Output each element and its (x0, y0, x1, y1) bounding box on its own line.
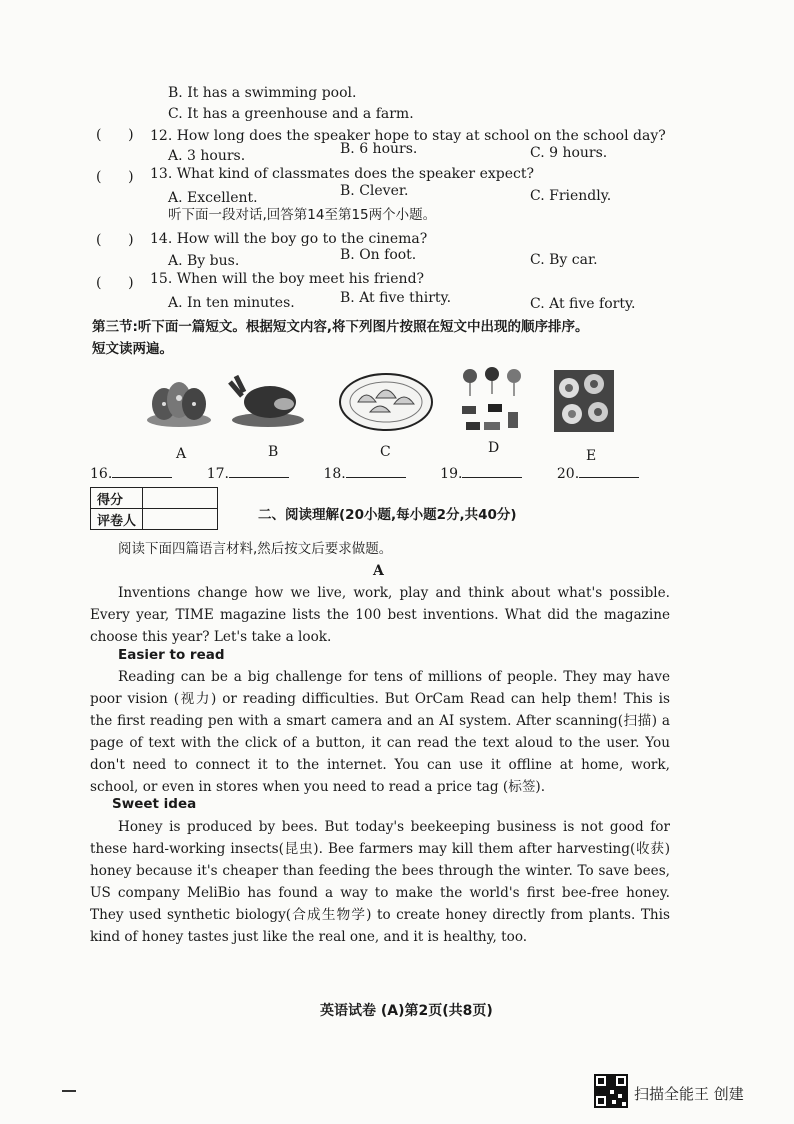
passage-a-label: A (373, 563, 384, 579)
picture-label-b: B (268, 444, 279, 460)
page-footer: 英语试卷 (A)第2页(共8页) (320, 1003, 493, 1019)
q13-option-c: C. Friendly. (530, 188, 612, 204)
section3-instruction: 第三节:听下面一篇短文。根据短文内容,将下列图片按照在短文中出现的顺序排序。 (92, 319, 589, 335)
q11-option-c: C. It has a greenhouse and a farm. (168, 106, 414, 122)
q12-option-c: C. 9 hours. (530, 145, 608, 161)
q13-option-a: A. Excellent. (168, 190, 258, 206)
intro-text: Inventions change how we live, work, play and think about what's possible. Every year, TIME magazine lists the 100 best inventions. What did the magazine choose this year? Let's take a look. (90, 585, 670, 645)
blank-16-label: 16. (90, 466, 113, 482)
section3-instruction-line2: 短文读两遍。 (92, 341, 173, 357)
picture-label-c: C (380, 444, 391, 460)
scanner-watermark: 扫描全能王 创建 (634, 1085, 744, 1103)
answer-paren-14: ( ) (96, 232, 134, 248)
heading-sweet-idea: Sweet idea (112, 796, 197, 812)
q13-option-b: B. Clever. (340, 183, 409, 199)
picture-label-d: D (488, 440, 500, 456)
part2-instruction: 阅读下面四篇语言材料,然后按文后要求做题。 (118, 541, 393, 557)
blank-18-label: 18. (323, 466, 346, 482)
q15-option-b: B. At five thirty. (340, 290, 452, 306)
q15-option-c: C. At five forty. (530, 296, 636, 312)
q13-stem: 13. What kind of classmates does the speaker expect? (150, 166, 534, 182)
qr-code-icon (594, 1074, 628, 1108)
blank-17-label: 17. (206, 466, 229, 482)
sushi-rolls-image (554, 370, 614, 432)
score-table (90, 487, 218, 530)
score-cell[interactable] (143, 488, 218, 509)
q15-stem: 15. When will the boy meet his friend? (150, 271, 425, 287)
answer-paren-13: ( ) (96, 169, 134, 185)
passage-intro (90, 582, 670, 648)
q12-option-b: B. 6 hours. (340, 141, 418, 157)
q14-option-a: A. By bus. (168, 253, 240, 269)
q15-option-a: A. In ten minutes. (168, 295, 295, 311)
dumplings-plate-image (336, 370, 436, 432)
q14-stem: 14. How will the boy go to the cinema? (150, 231, 428, 247)
blank-19-label: 19. (440, 466, 463, 482)
passage-bee-free-honey (90, 816, 670, 948)
blank-17[interactable] (229, 477, 289, 478)
grader-cell[interactable] (143, 509, 218, 530)
q14-option-b: B. On foot. (340, 247, 417, 263)
instruction-14-15: 听下面一段对话,回答第14至第15两个小题。 (168, 207, 437, 223)
q14-option-c: C. By car. (530, 252, 598, 268)
grader-label: 评卷人 (91, 509, 143, 530)
q12-stem: 12. How long does the speaker hope to stay at school on the school day? (150, 128, 666, 144)
picture-label-e: E (586, 448, 597, 464)
q11-option-b: B. It has a swimming pool. (168, 85, 357, 101)
reading-pen-text: Reading can be a big challenge for tens of millions of people. They may have poor vision (视力) or reading difficulties. But OrCam Read can help them! This is the first reading pen with a smart camera and an AI system. After scanning(扫描) a page of text with the click of a button, it can read the text aloud to the user. You don't need to connect it to the internet. You can use it offline at home, work, school, or even in stores when you need to read a price tag (标签). (90, 669, 670, 795)
answer-paren-12: ( ) (96, 127, 134, 143)
blank-18[interactable] (346, 477, 406, 478)
blank-20-label: 20. (556, 466, 580, 482)
bee-free-honey-text: Honey is produced by bees. But today's beekeeping business is not good for these hard-working insects(昆虫). Bee farmers may kill them after harvesting(收获) honey because it's cheaper than feeding the bees through the winter. To save bees, US company MeliBio has found a way to make the world's first bee-free honey. They used synthetic biology(合成生物学) to create honey directly from plants. This kind of honey tastes just like the real one, and it is healthy, too. (90, 819, 670, 945)
picture-label-a: A (176, 446, 187, 462)
q12-option-a: A. 3 hours. (168, 148, 246, 164)
passage-reading-pen (90, 666, 670, 798)
roast-turkey-image (228, 366, 308, 430)
candies-image (458, 366, 528, 436)
corner-mark (62, 1090, 76, 1092)
food-basket-image (144, 374, 214, 430)
blank-16[interactable] (112, 477, 172, 478)
picture-row (140, 366, 600, 466)
answer-paren-15: ( ) (96, 275, 134, 291)
heading-easier-to-read: Easier to read (118, 647, 225, 663)
part2-title: 二、阅读理解(20小题,每小题2分,共40分) (258, 507, 517, 523)
answer-blanks-16-20 (90, 466, 669, 482)
blank-19[interactable] (462, 477, 522, 478)
blank-20[interactable] (579, 477, 639, 478)
score-label: 得分 (91, 488, 143, 509)
